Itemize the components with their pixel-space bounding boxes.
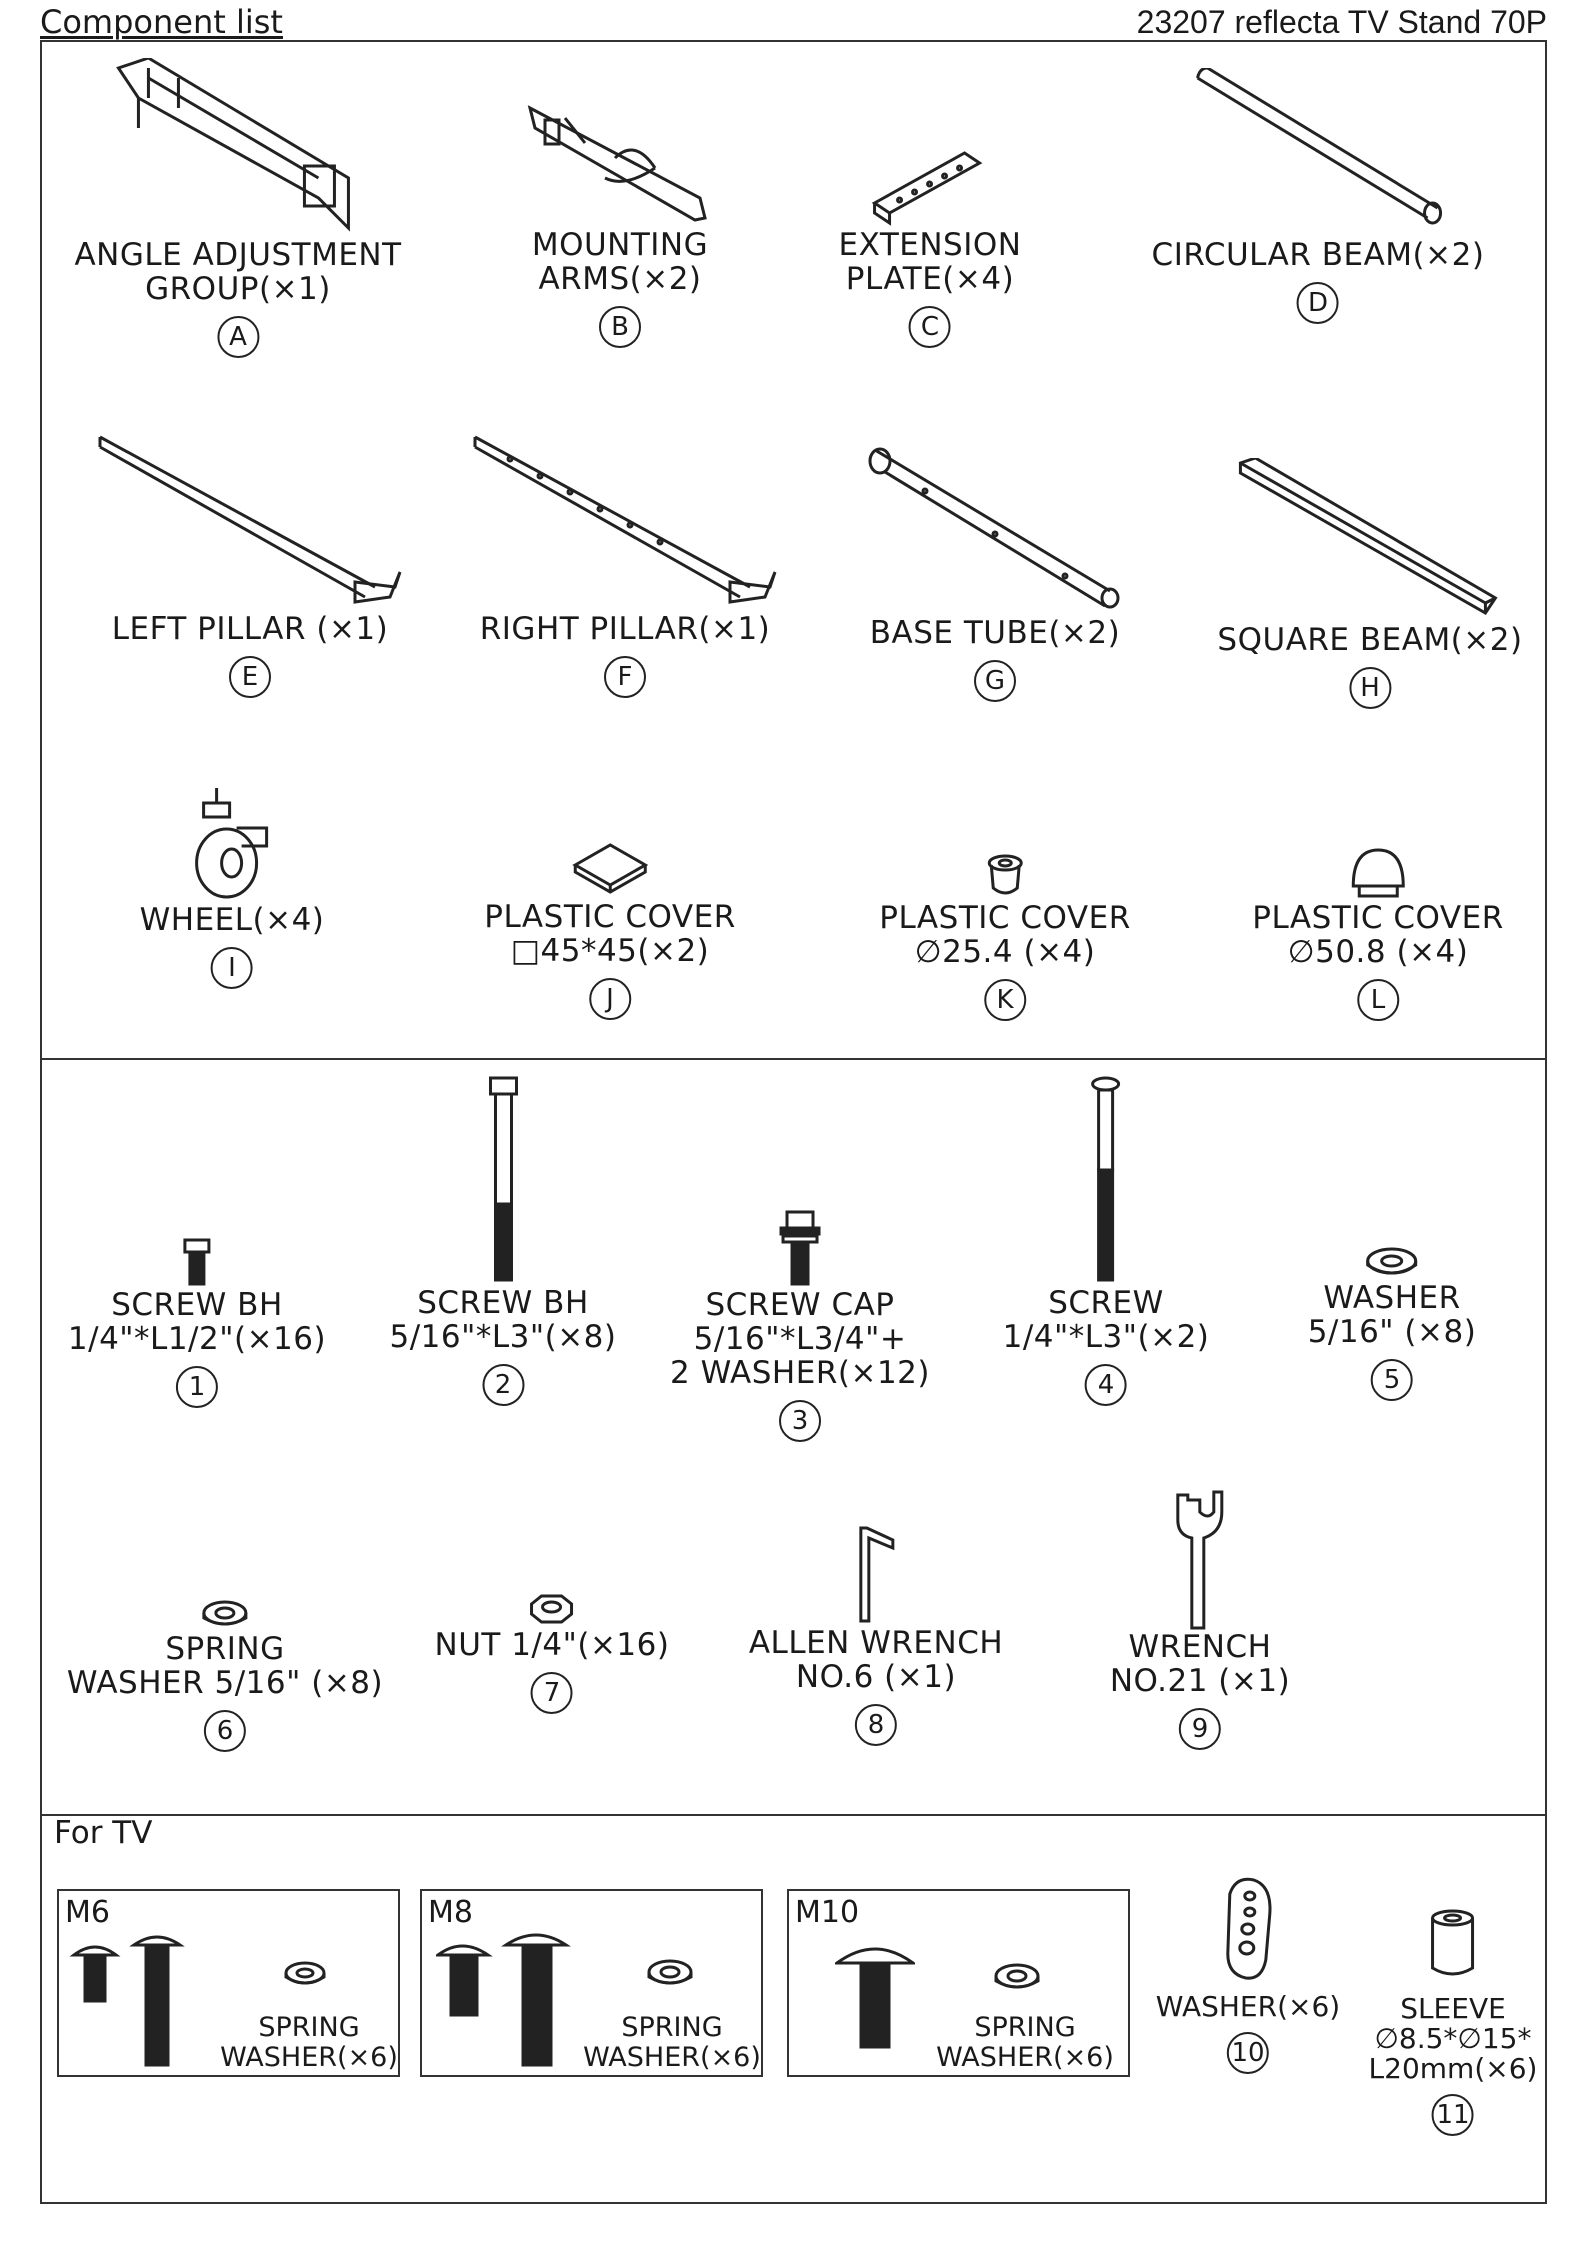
thin-long-screw-icon [1003,1076,1210,1286]
part-label: LEFT PILLAR (×1) [111,611,389,647]
right-pillar-icon [470,432,780,612]
hardware-label: WRENCH NO.21 (×1) [1109,1629,1291,1699]
m8-spring-washer-label: SPRING WASHER(×6) [583,2012,761,2073]
hardware-6 [67,1598,383,1752]
hardware-3 [670,1210,930,1442]
hardware-marker: 9 [1179,1708,1221,1750]
m6-spring-washer-label: SPRING WASHER(×6) [220,2012,398,2073]
m10-screw-icon [835,1939,915,2049]
hardware-marker: 11 [1432,2094,1474,2136]
hardware-10 [1156,1874,1340,2074]
sleeve-icon [1369,1908,1538,1980]
circular-beam-icon [1152,68,1485,238]
part-label: BASE TUBE(×2) [869,615,1121,651]
hardware-label: WASHER 5/16" (×8) [1307,1280,1477,1350]
hardware-marker: 4 [1085,1364,1127,1406]
m8-box [420,1889,763,2077]
part-h [1217,458,1522,709]
part-marker: K [984,979,1026,1021]
hardware-label: SCREW CAP 5/16"*L3/4"+ 2 WASHER(×12) [670,1287,930,1391]
part-marker: G [974,660,1016,702]
hardware-marker: 10 [1227,2032,1269,2074]
left-pillar-icon [95,432,405,612]
part-marker: H [1349,667,1391,709]
m10-box [787,1889,1130,2077]
section-divider [40,1814,1547,1816]
part-marker: F [604,656,646,698]
part-label: CIRCULAR BEAM(×2) [1151,237,1485,273]
m8-screws-icon [436,1927,576,2067]
hardware-11 [1369,1908,1538,2136]
hardware-marker: 7 [531,1672,573,1714]
hardware-4 [1003,1076,1210,1406]
hardware-5 [1308,1245,1477,1401]
flat-washer-icon [1308,1245,1477,1281]
hardware-marker: 5 [1371,1359,1413,1401]
for-tv-title: For TV [54,1815,153,1851]
hex-nut-icon [435,1592,670,1628]
part-marker: A [217,316,259,358]
part-marker: B [599,306,641,348]
part-b [525,98,715,348]
hardware-label: SCREW 1/4"*L3"(×2) [1002,1285,1210,1355]
open-end-wrench-icon [1110,1490,1290,1630]
spring-washer-icon [67,1598,383,1632]
part-label: MOUNTING ARMS(×2) [531,227,709,297]
hardware-marker: 1 [176,1366,218,1408]
part-label: SQUARE BEAM(×2) [1217,622,1523,658]
spring-washer-icon [281,1959,329,1991]
hardware-label: SCREW BH 1/4"*L1/2"(×16) [67,1287,327,1357]
part-marker: E [229,656,271,698]
part-label: EXTENSION PLATE(×4) [838,227,1022,297]
hardware-marker: 2 [482,1364,524,1406]
spring-washer-icon [644,1957,696,1991]
part-k [879,853,1130,1021]
angle-adjustment-icon [74,58,401,238]
m6-box [57,1889,400,2077]
long-screw-icon [389,1076,616,1286]
hardware-label: WASHER(×6) [1155,1990,1341,2023]
square-plastic-cover-icon [484,840,735,900]
m10-spring-washer-label: SPRING WASHER(×6) [936,2012,1114,2073]
part-label: ANGLE ADJUSTMENT GROUP(×1) [74,237,402,307]
short-screw-icon [68,1238,326,1288]
mounting-arm-icon [525,98,715,228]
base-tube-icon [865,446,1125,616]
hardware-label: SLEEVE ∅8.5*∅15* L20mm(×6) [1368,1992,1538,2085]
hardware-7 [435,1592,670,1714]
part-e [95,432,405,698]
hardware-label: SCREW BH 5/16"*L3"(×8) [389,1285,617,1355]
part-g [865,446,1125,702]
part-f [470,432,780,698]
part-c [839,148,1022,348]
hardware-8 [749,1526,1003,1746]
part-marker: J [589,978,631,1020]
section-divider [40,1058,1547,1060]
part-marker: C [909,306,951,348]
hardware-marker: 3 [779,1400,821,1442]
part-label: PLASTIC COVER □45*45(×2) [484,899,736,969]
round-plastic-cover-large-icon [1252,846,1503,901]
wheel-icon [140,788,325,903]
hardware-9 [1110,1490,1290,1750]
part-d [1152,68,1485,324]
part-marker: I [211,947,253,989]
m8-title: M8 [428,1895,473,1930]
m6-screws-icon [69,1931,189,2071]
part-a [74,58,401,358]
round-plastic-cover-small-icon [879,853,1130,901]
cap-screw-icon [670,1210,930,1288]
component-list-title: Component list [40,3,283,41]
allen-wrench-icon [749,1526,1003,1626]
hardware-marker: 6 [204,1710,246,1752]
part-j [484,840,735,1020]
m10-title: M10 [795,1895,860,1930]
hardware-marker: 8 [855,1704,897,1746]
part-marker: D [1297,282,1339,324]
spring-washer-icon [991,1961,1043,1995]
product-title: 23207 reflecta TV Stand 70P [1136,4,1547,40]
part-label: PLASTIC COVER ∅50.8 (×4) [1252,900,1504,970]
hardware-label: NUT 1/4"(×16) [434,1627,670,1663]
part-label: RIGHT PILLAR(×1) [479,611,771,647]
hardware-1 [68,1238,326,1408]
m6-title: M6 [65,1895,110,1930]
extension-plate-icon [839,148,1022,228]
part-label: WHEEL(×4) [139,902,325,938]
part-marker: L [1357,979,1399,1021]
hardware-label: SPRING WASHER 5/16" (×8) [66,1631,384,1701]
hardware-2 [389,1076,616,1406]
part-i [140,788,325,989]
square-beam-icon [1217,458,1522,623]
part-l [1252,846,1503,1021]
part-label: PLASTIC COVER ∅25.4 (×4) [879,900,1131,970]
slotted-washer-icon [1156,1874,1340,1984]
hardware-label: ALLEN WRENCH NO.6 (×1) [748,1625,1004,1695]
